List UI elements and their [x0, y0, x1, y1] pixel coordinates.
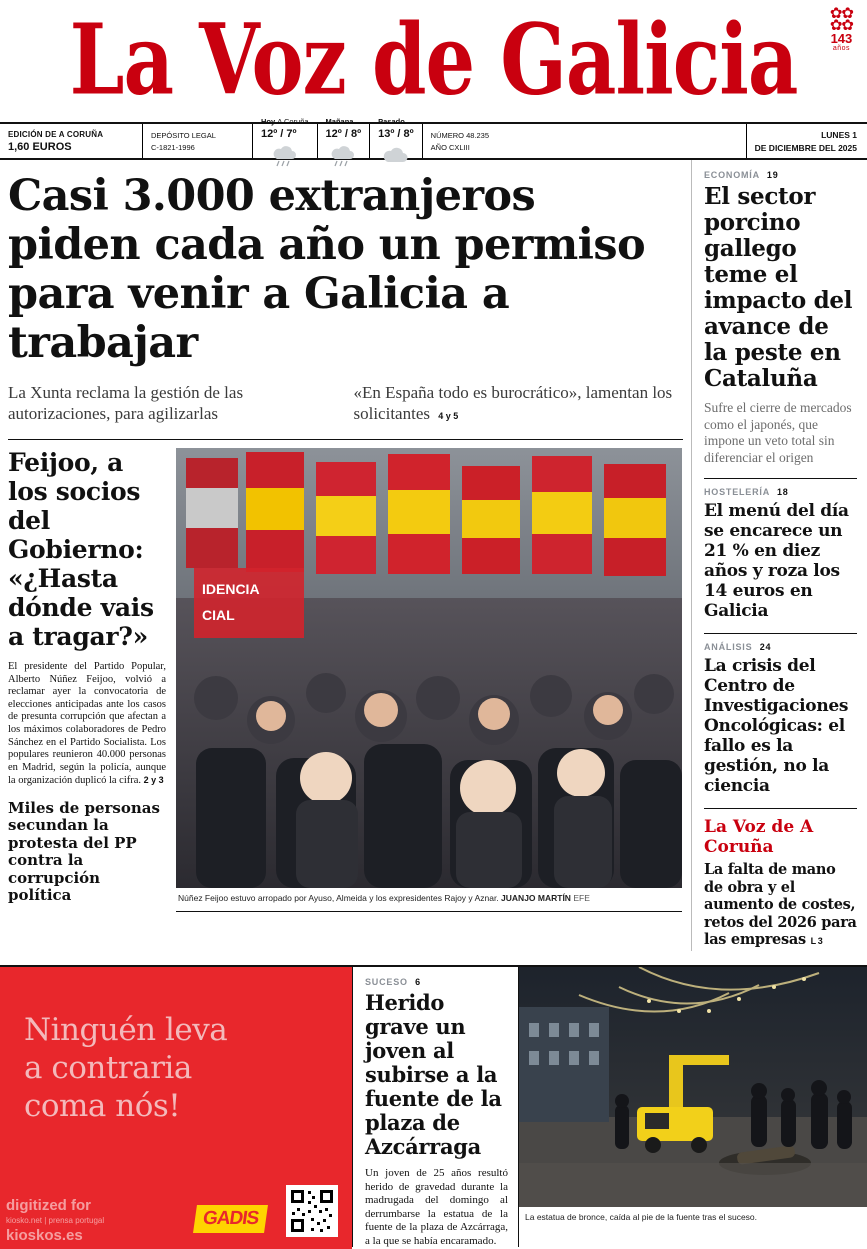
secondary-subheadline[interactable]: Miles de personas secundan la protesta del PP contra la corrupción política [8, 798, 160, 905]
section-label-economia[interactable] [704, 170, 857, 180]
right-headline-economia[interactable]: El sector porcino gallego teme el impacto del avance de la peste en Cataluña [704, 183, 853, 392]
weather-tomorrow-label: Mañana [325, 116, 354, 126]
watermark-line1: digitized for [6, 1197, 91, 1214]
issue-info [422, 124, 508, 158]
section-label-suceso[interactable] [365, 977, 508, 987]
photo-agency: EFE [573, 893, 590, 903]
lead-headline[interactable]: Casi 3.000 extranjeros piden cada año un permiso para venir a Galicia a trabajar [8, 171, 646, 368]
suceso-body: Un joven de 25 años resultó herido de gravedad durante la madrugada del domingo al derrumbarse la estatua de la fuente de la plaza de Azcárraga, a la que se había encaramado. [365, 1167, 508, 1247]
ad-slogan-line2: a contraria [24, 1050, 192, 1086]
secondary-body-text: El presidente del Partido Popular, Alberto Núñez Feijoo, volvió a reclamar ayer la convocatoria de elecciones anticipadas ante los casos de presunta corrupción que afectan a los máximos colaboradores de Pedro Sánchez en el Partido Socialista. Los populares reunieron 40.000 personas en Madrid, según la policía, aunque la organización duplicó la cifra. [8, 661, 166, 787]
gadis-logo: GADIS [193, 1205, 268, 1233]
watermark [6, 1198, 104, 1243]
section-page: 6 [415, 977, 421, 987]
weather-tomorrow [317, 116, 370, 158]
section-name: SUCESO [365, 977, 408, 987]
la-voz-de-a-coruna-logo: La Voz de A Coruña [704, 817, 814, 857]
anniversary-word: años [832, 45, 851, 52]
weather-tomorrow-temps: 12º / 8º [325, 127, 362, 140]
fountain-night-photo [519, 967, 867, 1207]
issue-date-full: DE DICIEMBRE DEL 2025 [754, 142, 857, 153]
photo-credit: JUANJO MARTÍN [501, 893, 571, 903]
bottom-band [0, 965, 867, 1247]
ad-slogan-line1: Ninguén leva [24, 1012, 228, 1048]
ad-slogan [24, 1011, 227, 1125]
anniversary-glyph-icon: ✿✿ ✿✿ [829, 5, 853, 34]
section-page: 18 [776, 487, 789, 497]
divider [704, 633, 857, 634]
gadis-advertisement[interactable] [0, 967, 352, 1249]
secondary-photo-block [176, 448, 682, 912]
legal-deposit [142, 124, 252, 158]
lead-subheads [8, 382, 681, 439]
weather-dayafter [369, 116, 422, 158]
anniversary-number: 143 [830, 31, 853, 46]
edition-name: EDICIÓN DE A CORUÑA [8, 129, 104, 139]
suceso-headline[interactable]: Herido grave un joven al subirse a la fuente de la plaza de Azcárraga [365, 990, 502, 1159]
divider [704, 808, 857, 809]
suceso-photo-block [519, 967, 867, 1247]
watermark-line2: kiosko.net | prensa portugal [6, 1216, 105, 1225]
lead-story[interactable] [0, 160, 691, 439]
cloud-icon [381, 146, 411, 166]
secondary-text-column [8, 448, 176, 912]
coruna-page-reference: L 3 [810, 936, 823, 946]
edition-price: 1,60 EUROS [8, 140, 72, 153]
photo-caption-text: Núñez Feijoo estuvo arropado por Ayuso, Almeida y los expresidentes Rajoy y Aznar. [178, 893, 499, 903]
qr-code-icon[interactable] [286, 1185, 338, 1237]
legal-deposit-value: C-1821-1996 [151, 142, 195, 152]
section-label-hosteleria[interactable] [704, 487, 857, 497]
section-page: 24 [759, 642, 772, 652]
ad-slogan-line3: coma nós! [24, 1088, 181, 1124]
secondary-body [8, 661, 166, 788]
right-headline-analisis[interactable]: La crisis del Centro de Investigaciones Oncológicas: el fallo es la gestión, no la ciencia [704, 656, 849, 796]
rain-cloud-icon [270, 146, 300, 166]
watermark-line3: kioskos.es [6, 1227, 83, 1244]
secondary-story [0, 440, 691, 912]
info-bar [0, 116, 867, 160]
right-column [692, 160, 867, 951]
lead-sub-left: La Xunta reclama la gestión de las autorizaciones, para agilizarlas [8, 383, 244, 423]
issue-date-day: LUNES 1 [821, 129, 857, 140]
right-headline-hosteleria[interactable]: El menú del día se encarece un 21 % en diez años y roza los 14 euros en Galicia [704, 501, 849, 621]
photo-caption [176, 888, 682, 912]
lead-page-reference[interactable]: 4 y 5 [438, 411, 459, 421]
main-content [0, 160, 867, 951]
weather-today-temps: 12º / 7º [261, 127, 297, 140]
right-item-hosteleria[interactable] [704, 487, 857, 621]
weather-today [252, 116, 317, 158]
issue-year: AÑO CXLIII [430, 142, 470, 152]
protest-photo [176, 448, 682, 888]
divider [704, 478, 857, 479]
weather-today-label: Hoy [261, 116, 276, 126]
rain-cloud-icon [328, 146, 358, 166]
coruna-headline-text: La falta de mano de obra y el aumento de costes, retos del 2026 para las empresas [704, 861, 857, 948]
right-summary-economia: Sufre el cierre de mercados como el japonés, que impone un veto total sin diferenciar el origen [704, 400, 852, 465]
newspaper-title: La Voz de Galicia [69, 3, 798, 118]
right-headline-coruna[interactable] [704, 861, 857, 951]
left-column [0, 160, 692, 951]
suceso-photo-caption: La estatua de bronce, caída al pie de la fuente tras el suceso. [525, 1212, 758, 1222]
section-name: HOSTELERÍA [704, 487, 770, 497]
weather-dayafter-temps: 13º / 8º [378, 127, 414, 140]
suceso-story[interactable] [352, 967, 519, 1247]
section-name: ANÁLISIS [704, 642, 753, 652]
weather-dayafter-label: Pasado [378, 116, 405, 126]
right-item-analisis[interactable] [704, 642, 857, 796]
weather-today-place: A Coruña [277, 116, 309, 126]
secondary-page-reference[interactable]: 2 y 3 [143, 775, 164, 786]
lead-sub-right [354, 382, 682, 427]
svg-text:CIAL: CIAL [202, 607, 235, 623]
section-name: ECONOMÍA [704, 170, 760, 180]
right-item-economia[interactable] [704, 170, 857, 466]
edition-info [0, 124, 142, 158]
section-label-analisis[interactable] [704, 642, 857, 652]
right-item-coruna[interactable] [704, 817, 857, 951]
anniversary-badge [829, 5, 853, 52]
issue-date [746, 124, 867, 158]
masthead [0, 0, 867, 122]
issue-number: NÚMERO 48.235 [430, 130, 490, 140]
section-page: 19 [766, 170, 779, 180]
lead-sub-right-text: «En España todo es burocrático», lamentan los solicitantes [353, 383, 673, 423]
secondary-headline[interactable]: Feijoo, a los socios del Gobierno: «¿Hasta dónde vais a tragar?» [8, 448, 154, 651]
legal-deposit-label: DEPÓSITO LEGAL [151, 130, 216, 140]
svg-text:IDENCIA: IDENCIA [202, 581, 260, 597]
